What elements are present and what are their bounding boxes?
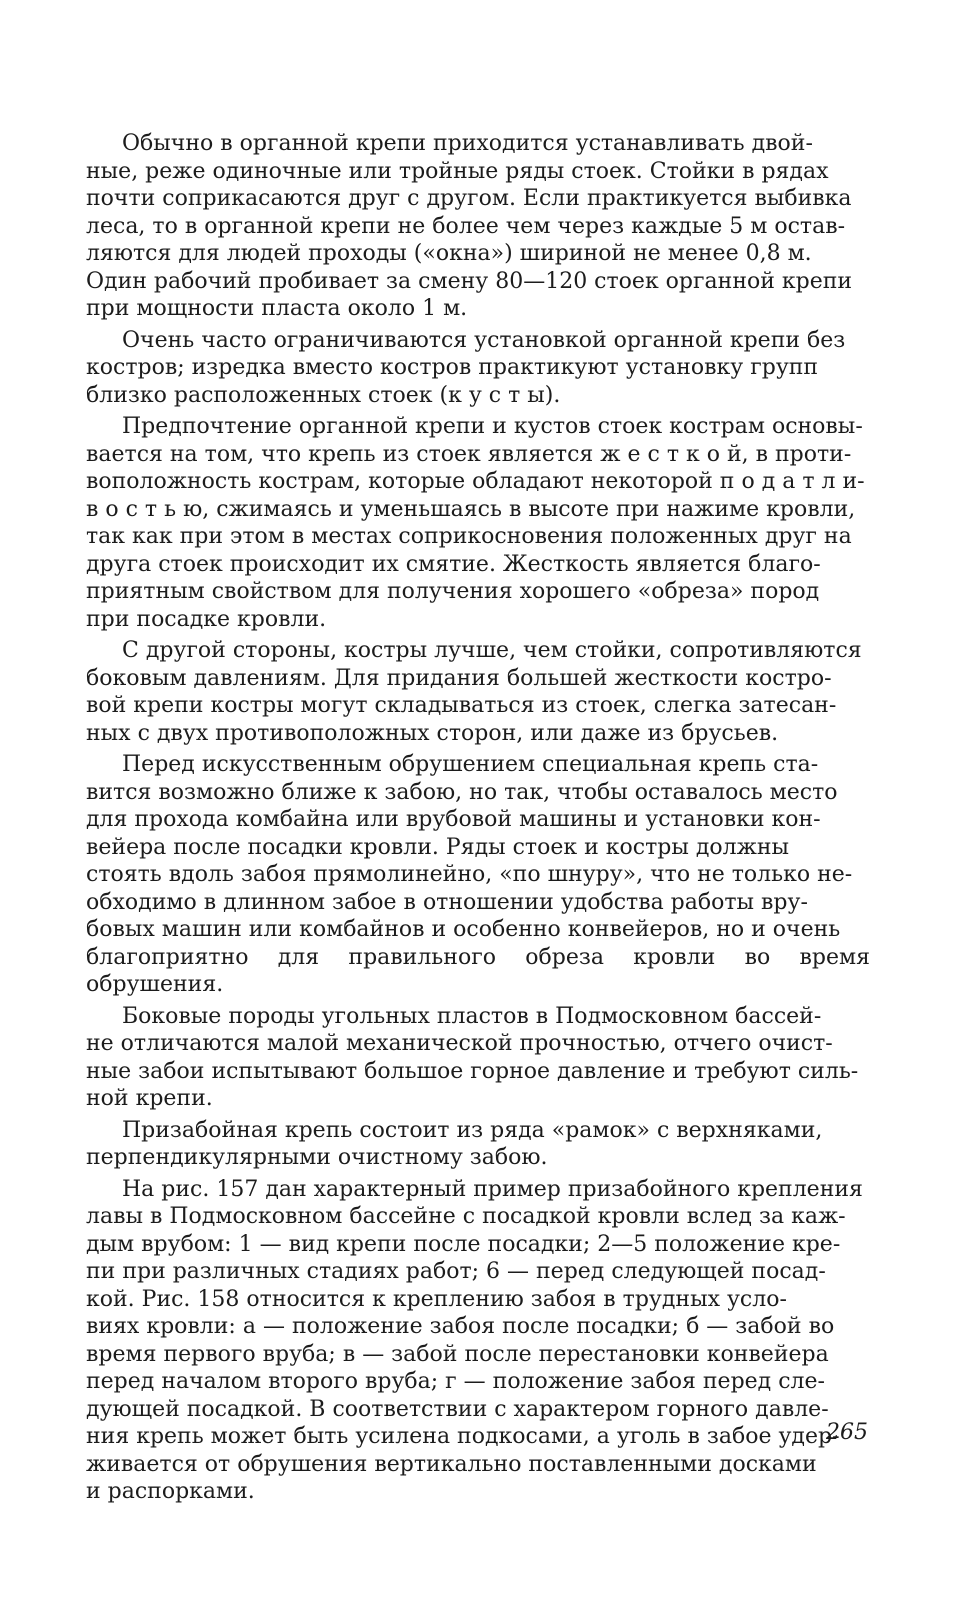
- page-number: 265: [826, 1420, 868, 1445]
- paragraph-4: С другой стороны, костры лучше, чем стойки, сопротивляются боковым давлениям. Для придания большей жесткости костро- вой крепи костры могут складываться из стоек, слегка затесан- ных с двух противоположных сторон, или даже из брусьев.: [86, 638, 862, 746]
- paragraph-1: Обычно в органной крепи приходится устанавливать двой- ные, реже одиночные или тройные ряды стоек. Стойки в рядах почти соприкасаются друг с другом. Если практикуется выбивка леса, то в органной крепи не более чем через каждые 5 м остав- ляются для людей проходы («окна») шириной не менее 0,8 м. Один рабочий пробивает за смену 80—120 стоек органной крепи при мощности пласта около 1 м.: [86, 131, 853, 321]
- paragraph-8: На рис. 157 дан характерный пример призабойного крепления лавы в Подмосковном бассейне с посадкой кровли вслед за каж- дым врубом: 1 — вид крепи после посадки; 2—5 положение кре- пи при различных стадиях работ; 6 — перед следующей посад- кой. Рис. 158 относится к креплению забоя в трудных усло- виях кровли: а — положение забоя после посадки; б — забой во время первого вруба; в — забой после перестановки конвейера перед началом второго вруба; г — положение забоя перед сле- дующей посадкой. В соответствии с характером горного давле- ния крепь может быть усилена подкосами, а уголь в забое удер- живается от обрушения вертикально поставленными досками и распорками.: [86, 1176, 863, 1504]
- paragraph-6: Боковые породы угольных пластов в Подмосковном бассей- не отличаются малой механической прочностью, отчего очист- ные забои испытывают большое горное давление и требуют силь- ной крепи.: [86, 1003, 859, 1111]
- paragraph-5: Перед искусственным обрушением специальная крепь ста- вится возможно ближе к забою, но так, чтобы оставалось место для прохода комбайна или врубовой машины и установки кон- вейера после посадки кровли. Ряды стоек и костры должны стоять вдоль забоя прямолинейно, «по шнуру», что не только не- обходимо в длинном забое в отношении удобства работы вру- бовых машин или комбайнов и особенно конвейеров, но и очень благоприятно для правильного обреза кровли во время обрушения.: [86, 752, 870, 997]
- paragraph-2: Очень часто ограничиваются установкой органной крепи без костров; изредка вместо костров практикуют установку групп близко расположенных стоек (к у с т ы).: [86, 327, 846, 408]
- paragraph-3: Предпочтение органной крепи и кустов стоек кострам основы- вается на том, что крепь из стоек является ж е с т к о й, в проти- воположность кострам, которые обладают некоторой п о д а т л и- в о с т ь ю, сжимаясь и уменьшаясь в высоте при нажиме кровли, так как при этом в местах соприкосновения положенных друг на друга стоек происходит их смятие. Жесткость является благо- приятным свойством для получения хорошего «обреза» пород при посадке кровли.: [86, 414, 865, 632]
- paragraph-7: Призабойная крепь состоит из ряда «рамок» с верхняками, перпендикулярными очистному забою.: [86, 1117, 823, 1170]
- page-body: [86, 130, 870, 1510]
